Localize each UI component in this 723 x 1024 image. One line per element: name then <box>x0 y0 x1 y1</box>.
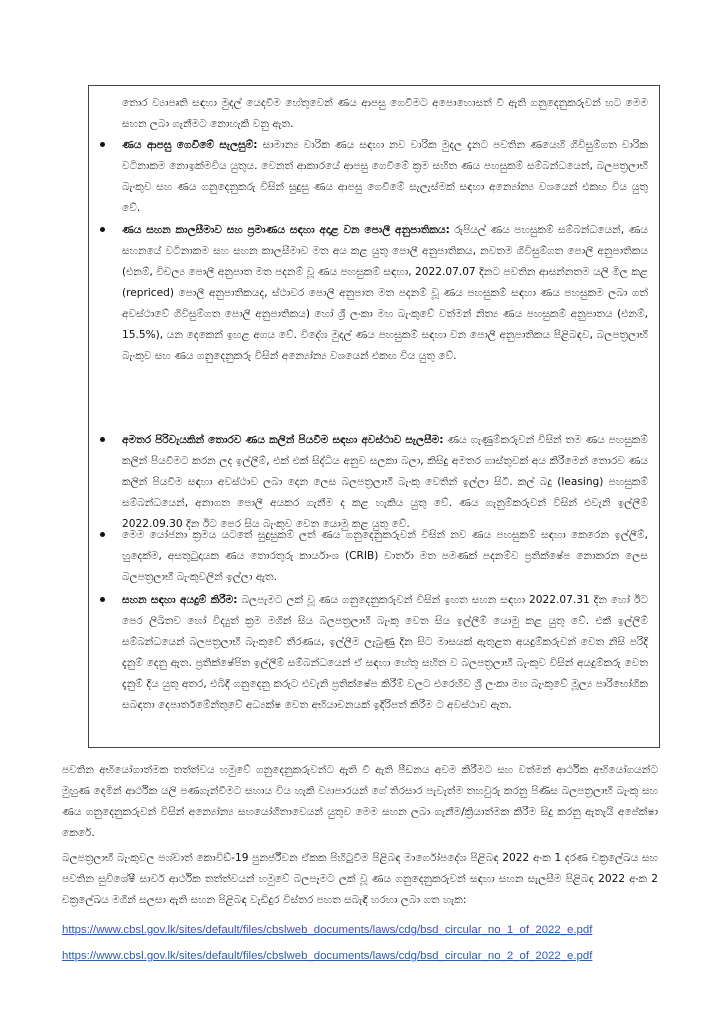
bullet-text: මෙම යෝජනා ක්‍රමය යටතේ සුදුසුකම් ලත් ණය ගනුදෙනුකරුවන් විසින් නව ණය පහසුකම් සඳහා කෙරෙන ඉල්ලීම්, හුදෙක්ම, අසතුටුදායක ණය තොරතුරු කාර්යාංශ (CRIB) වාර්තා මත පමණක් පදනම්ව ප්‍රතික්ෂේප නොකරන ලෙස බලපත්‍රලාභී බැංකුවලින් ඉල්ලා ඇත. <box>122 529 648 583</box>
bullet-paragraph <box>122 220 648 367</box>
box-intro-text: තොර ව්‍යාපෘති සඳහා මුදල් යෙදවීම හේතුවෙන් ණය ආපසු ගෙවීමට අපොහොසත් වී ඇති ගනුදෙනුකරුවන් හට මෙම සහන ලබා ගැනීමට නොහැකි වනු ඇත. <box>122 97 648 130</box>
bullet-heading: ණය ආපසු ගෙවීමේ සැලසුම්: <box>122 139 258 151</box>
bullet-application <box>100 590 648 716</box>
circular-2-link[interactable]: https://www.cbsl.gov.lk/sites/default/files/cbslweb_documents/laws/cdg/bsd_circular_no_2_of_2022_e.pdf <box>62 950 593 962</box>
bullet-text: ණය ගැණුම්කරුවන් විසින් තම ණය පහසුකම් කලින් පියවීමට කරන ලද ඉල්ලීම්, එක් එක් සිද්ධිය අනුව සලකා බලා, කිසිදු අමතර ගාස්තුවක් අය කිරීමෙන් තොරව ණය කලින් පියවීම සඳහා අවස්ථාව ලබා දෙන ලෙස බලපත්‍රලාභී බැංකු වෙතින් ඉල්ලා සිටී. කල් බදු (leasing) පහසුකම් සම්බන්ධයෙන්, අනාගත පොලී අයකර ගැනීම ද කළ හැකිය යුතු වේ. ණය ගැනුම්කරුවන් විසින් එවැනි ඉල්ලීම් 2022.09.30 දින ඊට පෙර සිය බැංකුව වෙත යොමු කළ යුතු වේ. <box>122 434 648 530</box>
bullet-dot <box>100 597 105 602</box>
bullet-text: සාමාන්‍ය වාරික ණය සඳහා නව වාරික මුදල දැනට පවතින ණයෙහි ගිවිසුම්ගත වාරික වටිනාකම නොඉක්මවිය යුතුය. වෙනත් ආකාරයේ ආපසු ගෙවීමේ ක්‍රම සහිත ණය පහසුකම් සම්බන්ධයෙන්, බලපත්‍රලාභී බැංකුව සහ ණය ගනුදෙනුකරු විසින් සුදුසු ණය ආපසු ගෙවීමේ සැලැස්මක් සඳහා අන්‍යෝන්‍ය වශයෙන් එකඟ විය යුතු වේ. <box>122 139 648 214</box>
bullet-dot <box>100 142 105 147</box>
bullet-heading: ණය සහන කාලසීමාව සහ ප්‍රමාණය සඳහා අදාළ වන පොලී අනුපාතිකය: <box>122 224 450 236</box>
bullet-text: බලපැමට ලක් වූ ණය ගනුදෙනුකරුවන් විසින් ඉහත සහන සඳහා 2022.07.31 දින හෝ ඊට පෙර ලිඛිතව හෝ විද්‍යුත් ක්‍රම මගින් සිය බලපත්‍රලාභී බැංකු වෙත සිය ඉල්ලීම් යොමු කළ යුතු වේ. එකී ඉල්ලීම් සම්බන්ධයෙන් බලපත්‍රලාභී බැංකුවේ තීරණය, ඉල්ලීම ලැබුණු දින සිට මාසයක් ඇතුළත අයදුම්කරුවන් වෙත නිසි පරිදි දැනුම් දෙනු ඇත. ප්‍රතික්ෂේපිත ඉල්ලීම් සම්බන්ධයෙන් ඒ සඳහා හේතු සහිත ව බලපත්‍රලාභී බැංකුව විසින් අයදුම්කරු වෙත දැනුම් දිය යුතු අතර, එබිදී ගනුදෙනු කරුට එවැනි ප්‍රතික්ෂේප කිරීම් වලට එරෙහිව ශ්‍රී ලංකා මහ බැංකුවේ මූල්‍ය පාරිභෝගික සබඳතා දෙපාර්තමේන්තුවේ අධ්‍යක්ෂ වෙත අභියාචනයක් ඉදිරිපත් කිරීම ට අවස්ථාව ඇත. <box>122 594 649 711</box>
bullet-interest-rate <box>100 220 648 367</box>
bullet-repayment-plans <box>100 135 648 219</box>
bullet-crib <box>100 525 648 588</box>
circular-1-link[interactable]: https://www.cbsl.gov.lk/sites/default/files/cbslweb_documents/laws/cdg/bsd_circular_no_1_of_2022_e.pdf <box>62 924 593 936</box>
bullet-heading: අමතර පිරිවැයකින් තොරව ණය කලින් පියවීම සඳහා අවස්ථාව සැලසීම: <box>122 434 444 446</box>
bullet-dot <box>100 532 105 537</box>
bullet-paragraph <box>122 135 648 219</box>
bullet-dot <box>100 227 105 232</box>
bullet-early-settlement <box>100 430 648 535</box>
bullet-heading: සහන සඳහා අයදුම් කිරීම: <box>122 594 238 606</box>
bullet-paragraph <box>122 590 648 716</box>
bullet-paragraph <box>122 430 648 535</box>
bullet-paragraph <box>122 525 648 588</box>
bullet-text: රුපියල් ණය පහසුකම් සම්බන්ධයෙන්, ණය සහනයේ වටිනාකම සහ සහන කාලසීමාව මත අය කළ යුතු පොලී අනුපාතිකය, නවතම ගිවිසුම්ගත පොලී අනුපාතිකය (එනම්, විචල්‍ය පොලී අනුපාත මත පදනම් වූ ණය පහසුකම් සඳහා, 2022.07.07 දිනට පවතින ආසන්නතම යලි මිල කළ (repriced) පොලී අනුපාතිකයද, ස්ථාවර පොලී අනුපාත මත පදනම් වූ ණය පහසුකම් සඳහා ණය පහසුකම ලබා ගත් අවස්ථාවේ ගිවිසුම්ගත පොලී අනුපාතිකය) හෝ ශ්‍රී ලංකා මහ බැංකුවේ වත්මන් නිත්‍ය ණය පහසුකම් අනුපාතය (එනම්, 15.5%), යන දෙකෙන් ඉහළ අගය වේ. විදේශ මුදල් ණය පහසුකම් සඳහා වන පොලී අනුපාතිකය පිළිබඳව, බලපත්‍රලාභී බැංකුව සහ ණය ගනුදෙනුකරු විසින් අන්‍යෝන්‍ය වශයෙන් එකඟ විය යුතු වේ. <box>122 224 649 362</box>
body-paragraph-expectation: පවතින අභියෝගාත්මක තත්ත්වය හමුවේ ගනුදෙනුකරුවන්ට ඇති වී ඇති පීඩනය අවම කිරීමට සහ වත්මන් ආර්ථික අභියෝගයන්ට මුහුණ දෙමින් ආර්ථික යලි පණගැන්වීමට සහාය විය හැකි ව්‍යාපාරයන් ගේ තිරසාර පැවැත්ම තහවුරු කරනු පිණිස බලපත්‍රලාභී බැංකු සහ ණය ගනුදෙනුකරුවන් විසින් අන්‍යෝන්‍ය සහයෝගීතාවෙයන් යුතුව මෙම සහන ලබා ගැනීම/ක්‍රියාත්මක කිරීම සිදු කරනු ඇතැයි අපේක්ෂා කෙරේ. <box>62 764 658 839</box>
bullet-dot <box>100 437 105 442</box>
body-paragraph-circulars: බලපත්‍රලාභී බැංකුවල පශ්චාත් කොවිඩ්-19 පුනර්ජීවන ඒකක පිහිටුවීම පිළිබඳ මාර්ගෝපදේශ පිළිබඳ 2022 අංක 1 දරණ චක්‍රලේඛය සහ පවතින සුවිශේෂී සාර්ව ආර්ථික තත්ත්වයන් හමුවේ බලපෑමට ලක් වූ ණය ගනුදෙනුකරුවන් සඳහා සහන සැලසීම පිළිබඳ 2022 අංක 2 චක්‍රලේඛය මගින් සලසා ඇති සහන පිළිබඳ වැඩිදුර විස්තර පහත සබැඳි හරහා ලබා ගත හැක: <box>62 852 658 906</box>
